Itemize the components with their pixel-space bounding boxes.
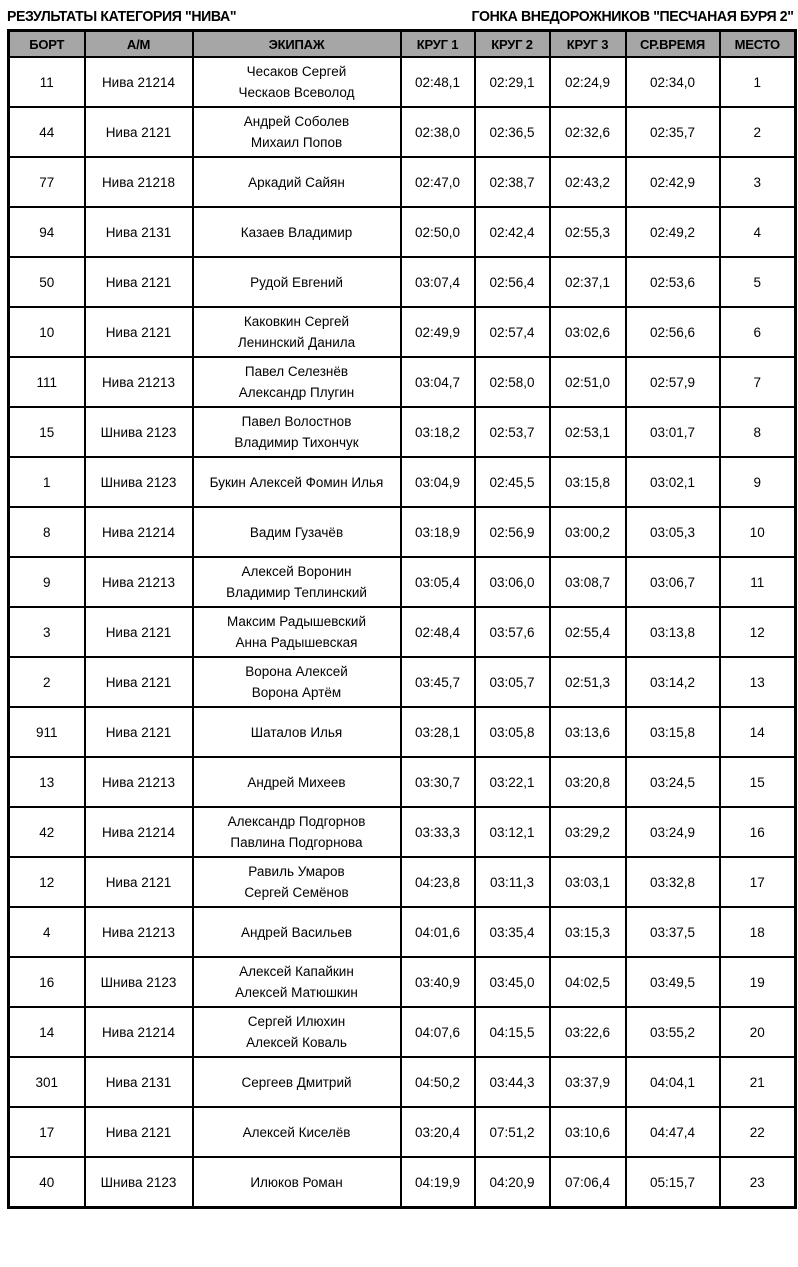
cell-crew: [193, 857, 401, 907]
cell-crew: [193, 157, 401, 207]
cell-car: Нива 21214: [85, 807, 193, 857]
table-row: [9, 1007, 796, 1057]
crew-member: Алексей Воронин: [241, 564, 352, 579]
cell-crew: [193, 207, 401, 257]
cell-lap1: 03:04,9: [401, 457, 475, 507]
table-row: [9, 1107, 796, 1157]
cell-lap3: 03:13,6: [550, 707, 626, 757]
crew-member: Сергей Илюхин: [247, 1014, 346, 1029]
cell-lap1: 03:28,1: [401, 707, 475, 757]
cell-lap3: 03:15,8: [550, 457, 626, 507]
cell-lap2: 02:56,9: [475, 507, 550, 557]
cell-car: Нива 2121: [85, 107, 193, 157]
cell-crew: [193, 107, 401, 157]
cell-bort: 2: [9, 657, 85, 707]
cell-avg-time: 02:35,7: [626, 107, 720, 157]
cell-lap1: 03:33,3: [401, 807, 475, 857]
cell-car: Нива 2121: [85, 607, 193, 657]
crew-member: Шаталов Илья: [250, 724, 343, 740]
table-row: [9, 607, 796, 657]
cell-car: Нива 2121: [85, 1107, 193, 1157]
table-header-row: [9, 31, 796, 58]
crew-member: Александр Плугин: [238, 385, 355, 400]
cell-crew: [193, 457, 401, 507]
cell-crew: [193, 1157, 401, 1208]
cell-lap1: 03:18,2: [401, 407, 475, 457]
table-row: [9, 1057, 796, 1107]
cell-place: 18: [720, 907, 796, 957]
col-header-crew: ЭКИПАЖ: [193, 31, 401, 58]
cell-car: Нива 21214: [85, 1007, 193, 1057]
cell-avg-time: 03:24,9: [626, 807, 720, 857]
table-row: [9, 707, 796, 757]
cell-avg-time: 03:01,7: [626, 407, 720, 457]
cell-crew: [193, 407, 401, 457]
col-header-avg-time: СР.ВРЕМЯ: [626, 31, 720, 58]
crew-member: Александр Подгорнов: [227, 814, 366, 829]
cell-place: 19: [720, 957, 796, 1007]
cell-car: Нива 21213: [85, 757, 193, 807]
cell-lap2: 02:45,5: [475, 457, 550, 507]
table-row: [9, 507, 796, 557]
cell-bort: 911: [9, 707, 85, 757]
cell-bort: 1: [9, 457, 85, 507]
cell-lap2: 03:45,0: [475, 957, 550, 1007]
cell-lap1: 04:50,2: [401, 1057, 475, 1107]
cell-bort: 77: [9, 157, 85, 207]
crew-member: Вадим Гузачёв: [249, 524, 344, 540]
cell-avg-time: 02:34,0: [626, 57, 720, 107]
cell-place: 4: [720, 207, 796, 257]
cell-place: 22: [720, 1107, 796, 1157]
cell-crew: [193, 1107, 401, 1157]
cell-lap3: 02:51,3: [550, 657, 626, 707]
cell-bort: 8: [9, 507, 85, 557]
cell-lap3: 03:10,6: [550, 1107, 626, 1157]
crew-member: Павел Селезнёв: [244, 364, 349, 379]
cell-place: 20: [720, 1007, 796, 1057]
cell-crew: [193, 807, 401, 857]
cell-place: 7: [720, 357, 796, 407]
cell-bort: 10: [9, 307, 85, 357]
cell-lap3: 02:53,1: [550, 407, 626, 457]
cell-place: 5: [720, 257, 796, 307]
cell-crew: [193, 257, 401, 307]
cell-lap3: 03:03,1: [550, 857, 626, 907]
cell-car: Шнива 2123: [85, 407, 193, 457]
cell-car: Нива 21213: [85, 357, 193, 407]
cell-lap1: 02:50,0: [401, 207, 475, 257]
crew-member: Ворона Алексей: [245, 664, 348, 679]
cell-car: Нива 21218: [85, 157, 193, 207]
crew-member: Казаев Владимир: [240, 224, 353, 240]
cell-avg-time: 03:49,5: [626, 957, 720, 1007]
table-row: [9, 1157, 796, 1208]
cell-bort: 17: [9, 1107, 85, 1157]
cell-bort: 4: [9, 907, 85, 957]
cell-car: Шнива 2123: [85, 1157, 193, 1208]
table-row: [9, 857, 796, 907]
cell-avg-time: 03:14,2: [626, 657, 720, 707]
cell-place: 8: [720, 407, 796, 457]
crew-member: Алексей Киселёв: [242, 1124, 351, 1140]
crew-member: Алексей Матюшкин: [235, 985, 358, 1000]
cell-avg-time: 04:47,4: [626, 1107, 720, 1157]
cell-place: 11: [720, 557, 796, 607]
table-row: [9, 307, 796, 357]
cell-lap2: 02:57,4: [475, 307, 550, 357]
cell-crew: [193, 1007, 401, 1057]
cell-bort: 12: [9, 857, 85, 907]
cell-lap2: 02:58,0: [475, 357, 550, 407]
cell-lap2: 03:06,0: [475, 557, 550, 607]
crew-member: Анна Радышевская: [235, 635, 358, 650]
cell-avg-time: 03:02,1: [626, 457, 720, 507]
cell-bort: 3: [9, 607, 85, 657]
cell-crew: [193, 357, 401, 407]
cell-lap2: 02:53,7: [475, 407, 550, 457]
cell-lap1: 03:30,7: [401, 757, 475, 807]
cell-lap2: 03:57,6: [475, 607, 550, 657]
crew-member: Алексей Капайкин: [239, 964, 354, 979]
cell-crew: [193, 907, 401, 957]
cell-lap2: 02:36,5: [475, 107, 550, 157]
cell-avg-time: 04:04,1: [626, 1057, 720, 1107]
cell-car: Нива 2121: [85, 257, 193, 307]
cell-avg-time: 03:06,7: [626, 557, 720, 607]
cell-place: 15: [720, 757, 796, 807]
table-row: [9, 807, 796, 857]
cell-crew: [193, 607, 401, 657]
col-header-lap3: КРУГ 3: [550, 31, 626, 58]
cell-lap3: 02:43,2: [550, 157, 626, 207]
cell-lap2: 03:22,1: [475, 757, 550, 807]
crew-member: Владимир Теплинский: [226, 585, 367, 600]
cell-lap1: 03:20,4: [401, 1107, 475, 1157]
cell-avg-time: 02:53,6: [626, 257, 720, 307]
cell-car: Нива 2121: [85, 857, 193, 907]
cell-avg-time: 03:24,5: [626, 757, 720, 807]
crew-member: Аркадий Сайян: [248, 174, 345, 190]
cell-lap3: 03:08,7: [550, 557, 626, 607]
table-row: [9, 257, 796, 307]
col-header-place: МЕСТО: [720, 31, 796, 58]
cell-lap3: 02:51,0: [550, 357, 626, 407]
cell-car: Нива 21213: [85, 907, 193, 957]
cell-lap3: 04:02,5: [550, 957, 626, 1007]
table-row: [9, 357, 796, 407]
cell-lap2: 02:42,4: [475, 207, 550, 257]
cell-lap3: 02:55,4: [550, 607, 626, 657]
cell-lap2: 07:51,2: [475, 1107, 550, 1157]
cell-lap3: 02:55,3: [550, 207, 626, 257]
crew-member: Чесаков Сергей: [246, 64, 347, 79]
cell-lap3: 03:29,2: [550, 807, 626, 857]
cell-bort: 111: [9, 357, 85, 407]
cell-lap2: 03:44,3: [475, 1057, 550, 1107]
crew-member: Павлина Подгорнова: [230, 835, 363, 850]
cell-lap3: 07:06,4: [550, 1157, 626, 1208]
cell-lap2: 03:35,4: [475, 907, 550, 957]
cell-car: Шнива 2123: [85, 457, 193, 507]
col-header-lap1: КРУГ 1: [401, 31, 475, 58]
crew-member: Равиль Умаров: [248, 864, 345, 879]
cell-car: Нива 2121: [85, 707, 193, 757]
page-title-event: ГОНКА ВНЕДОРОЖНИКОВ "ПЕСЧАНАЯ БУРЯ 2": [471, 8, 794, 25]
crew-member: Михаил Попов: [250, 135, 343, 150]
cell-crew: [193, 557, 401, 607]
cell-place: 17: [720, 857, 796, 907]
cell-bort: 11: [9, 57, 85, 107]
table-row: [9, 157, 796, 207]
cell-crew: [193, 657, 401, 707]
table-row: [9, 757, 796, 807]
cell-avg-time: 02:56,6: [626, 307, 720, 357]
crew-member: Максим Радышевский: [226, 614, 367, 629]
crew-member: Ворона Артём: [251, 685, 342, 700]
cell-avg-time: 03:32,8: [626, 857, 720, 907]
cell-lap3: 03:15,3: [550, 907, 626, 957]
cell-crew: [193, 57, 401, 107]
cell-bort: 16: [9, 957, 85, 1007]
title-bar: [7, 0, 794, 29]
crew-member: Андрей Васильев: [240, 924, 353, 940]
cell-lap2: 02:38,7: [475, 157, 550, 207]
col-header-bort: БОРТ: [9, 31, 85, 58]
crew-member: Ленинский Данила: [237, 335, 356, 350]
cell-lap2: 03:12,1: [475, 807, 550, 857]
cell-lap2: 03:05,7: [475, 657, 550, 707]
cell-car: Нива 2131: [85, 1057, 193, 1107]
cell-place: 12: [720, 607, 796, 657]
cell-lap1: 02:38,0: [401, 107, 475, 157]
cell-lap2: 04:15,5: [475, 1007, 550, 1057]
table-row: [9, 457, 796, 507]
cell-avg-time: 03:05,3: [626, 507, 720, 557]
table-row: [9, 207, 796, 257]
crew-member: Ческаов Всеволод: [238, 85, 355, 100]
cell-car: Нива 2131: [85, 207, 193, 257]
cell-car: Нива 21214: [85, 507, 193, 557]
table-row: [9, 657, 796, 707]
results-table: [7, 29, 797, 1209]
cell-lap1: 03:40,9: [401, 957, 475, 1007]
cell-lap1: 03:07,4: [401, 257, 475, 307]
cell-lap1: 03:05,4: [401, 557, 475, 607]
cell-lap1: 02:47,0: [401, 157, 475, 207]
cell-lap3: 03:22,6: [550, 1007, 626, 1057]
table-row: [9, 57, 796, 107]
col-header-car: А/М: [85, 31, 193, 58]
cell-lap3: 02:24,9: [550, 57, 626, 107]
cell-crew: [193, 307, 401, 357]
table-row: [9, 407, 796, 457]
cell-car: Нива 2121: [85, 307, 193, 357]
cell-lap1: 04:19,9: [401, 1157, 475, 1208]
cell-bort: 13: [9, 757, 85, 807]
cell-lap1: 04:01,6: [401, 907, 475, 957]
cell-lap1: 03:18,9: [401, 507, 475, 557]
cell-crew: [193, 757, 401, 807]
cell-bort: 40: [9, 1157, 85, 1208]
cell-bort: 14: [9, 1007, 85, 1057]
cell-lap1: 03:45,7: [401, 657, 475, 707]
cell-crew: [193, 507, 401, 557]
cell-place: 16: [720, 807, 796, 857]
cell-crew: [193, 707, 401, 757]
cell-bort: 15: [9, 407, 85, 457]
cell-avg-time: 03:55,2: [626, 1007, 720, 1057]
cell-lap2: 02:29,1: [475, 57, 550, 107]
col-header-lap2: КРУГ 2: [475, 31, 550, 58]
crew-member: Андрей Соболев: [243, 114, 350, 129]
table-row: [9, 907, 796, 957]
cell-car: Нива 21214: [85, 57, 193, 107]
cell-bort: 44: [9, 107, 85, 157]
cell-lap2: 04:20,9: [475, 1157, 550, 1208]
cell-avg-time: 05:15,7: [626, 1157, 720, 1208]
crew-member: Андрей Михеев: [247, 774, 346, 790]
cell-place: 13: [720, 657, 796, 707]
cell-car: Нива 21213: [85, 557, 193, 607]
table-row: [9, 557, 796, 607]
cell-avg-time: 02:57,9: [626, 357, 720, 407]
cell-lap1: 02:48,1: [401, 57, 475, 107]
cell-avg-time: 02:49,2: [626, 207, 720, 257]
cell-lap3: 02:37,1: [550, 257, 626, 307]
cell-lap3: 02:32,6: [550, 107, 626, 157]
cell-place: 23: [720, 1157, 796, 1208]
cell-lap1: 02:49,9: [401, 307, 475, 357]
cell-lap1: 04:07,6: [401, 1007, 475, 1057]
cell-avg-time: 03:15,8: [626, 707, 720, 757]
cell-lap1: 03:04,7: [401, 357, 475, 407]
table-row: [9, 107, 796, 157]
crew-member: Каковкин Сергей: [243, 314, 350, 329]
cell-place: 14: [720, 707, 796, 757]
cell-place: 9: [720, 457, 796, 507]
crew-member: Букин Алексей Фомин Илья: [209, 474, 384, 490]
cell-bort: 50: [9, 257, 85, 307]
cell-lap2: 02:56,4: [475, 257, 550, 307]
cell-place: 10: [720, 507, 796, 557]
cell-car: Нива 2121: [85, 657, 193, 707]
cell-lap3: 03:20,8: [550, 757, 626, 807]
cell-bort: 94: [9, 207, 85, 257]
crew-member: Владимир Тихончук: [234, 435, 359, 450]
crew-member: Павел Волостнов: [241, 414, 352, 429]
cell-avg-time: 03:13,8: [626, 607, 720, 657]
crew-member: Алексей Коваль: [246, 1035, 347, 1050]
cell-lap1: 02:48,4: [401, 607, 475, 657]
cell-car: Шнива 2123: [85, 957, 193, 1007]
cell-place: 21: [720, 1057, 796, 1107]
cell-bort: 42: [9, 807, 85, 857]
cell-lap3: 03:37,9: [550, 1057, 626, 1107]
cell-place: 1: [720, 57, 796, 107]
table-row: [9, 957, 796, 1007]
cell-bort: 301: [9, 1057, 85, 1107]
crew-member: Сергей Семёнов: [244, 885, 349, 900]
cell-place: 3: [720, 157, 796, 207]
cell-crew: [193, 1057, 401, 1107]
cell-place: 2: [720, 107, 796, 157]
crew-member: Илюков Роман: [250, 1174, 343, 1190]
cell-bort: 9: [9, 557, 85, 607]
page-title-category: РЕЗУЛЬТАТЫ КАТЕГОРИЯ "НИВА": [7, 8, 237, 25]
cell-crew: [193, 957, 401, 1007]
cell-avg-time: 02:42,9: [626, 157, 720, 207]
cell-lap3: 03:00,2: [550, 507, 626, 557]
cell-place: 6: [720, 307, 796, 357]
cell-lap3: 03:02,6: [550, 307, 626, 357]
cell-lap1: 04:23,8: [401, 857, 475, 907]
crew-member: Сергеев Дмитрий: [241, 1074, 352, 1090]
cell-avg-time: 03:37,5: [626, 907, 720, 957]
cell-lap2: 03:05,8: [475, 707, 550, 757]
crew-member: Рудой Евгений: [250, 274, 343, 290]
cell-lap2: 03:11,3: [475, 857, 550, 907]
